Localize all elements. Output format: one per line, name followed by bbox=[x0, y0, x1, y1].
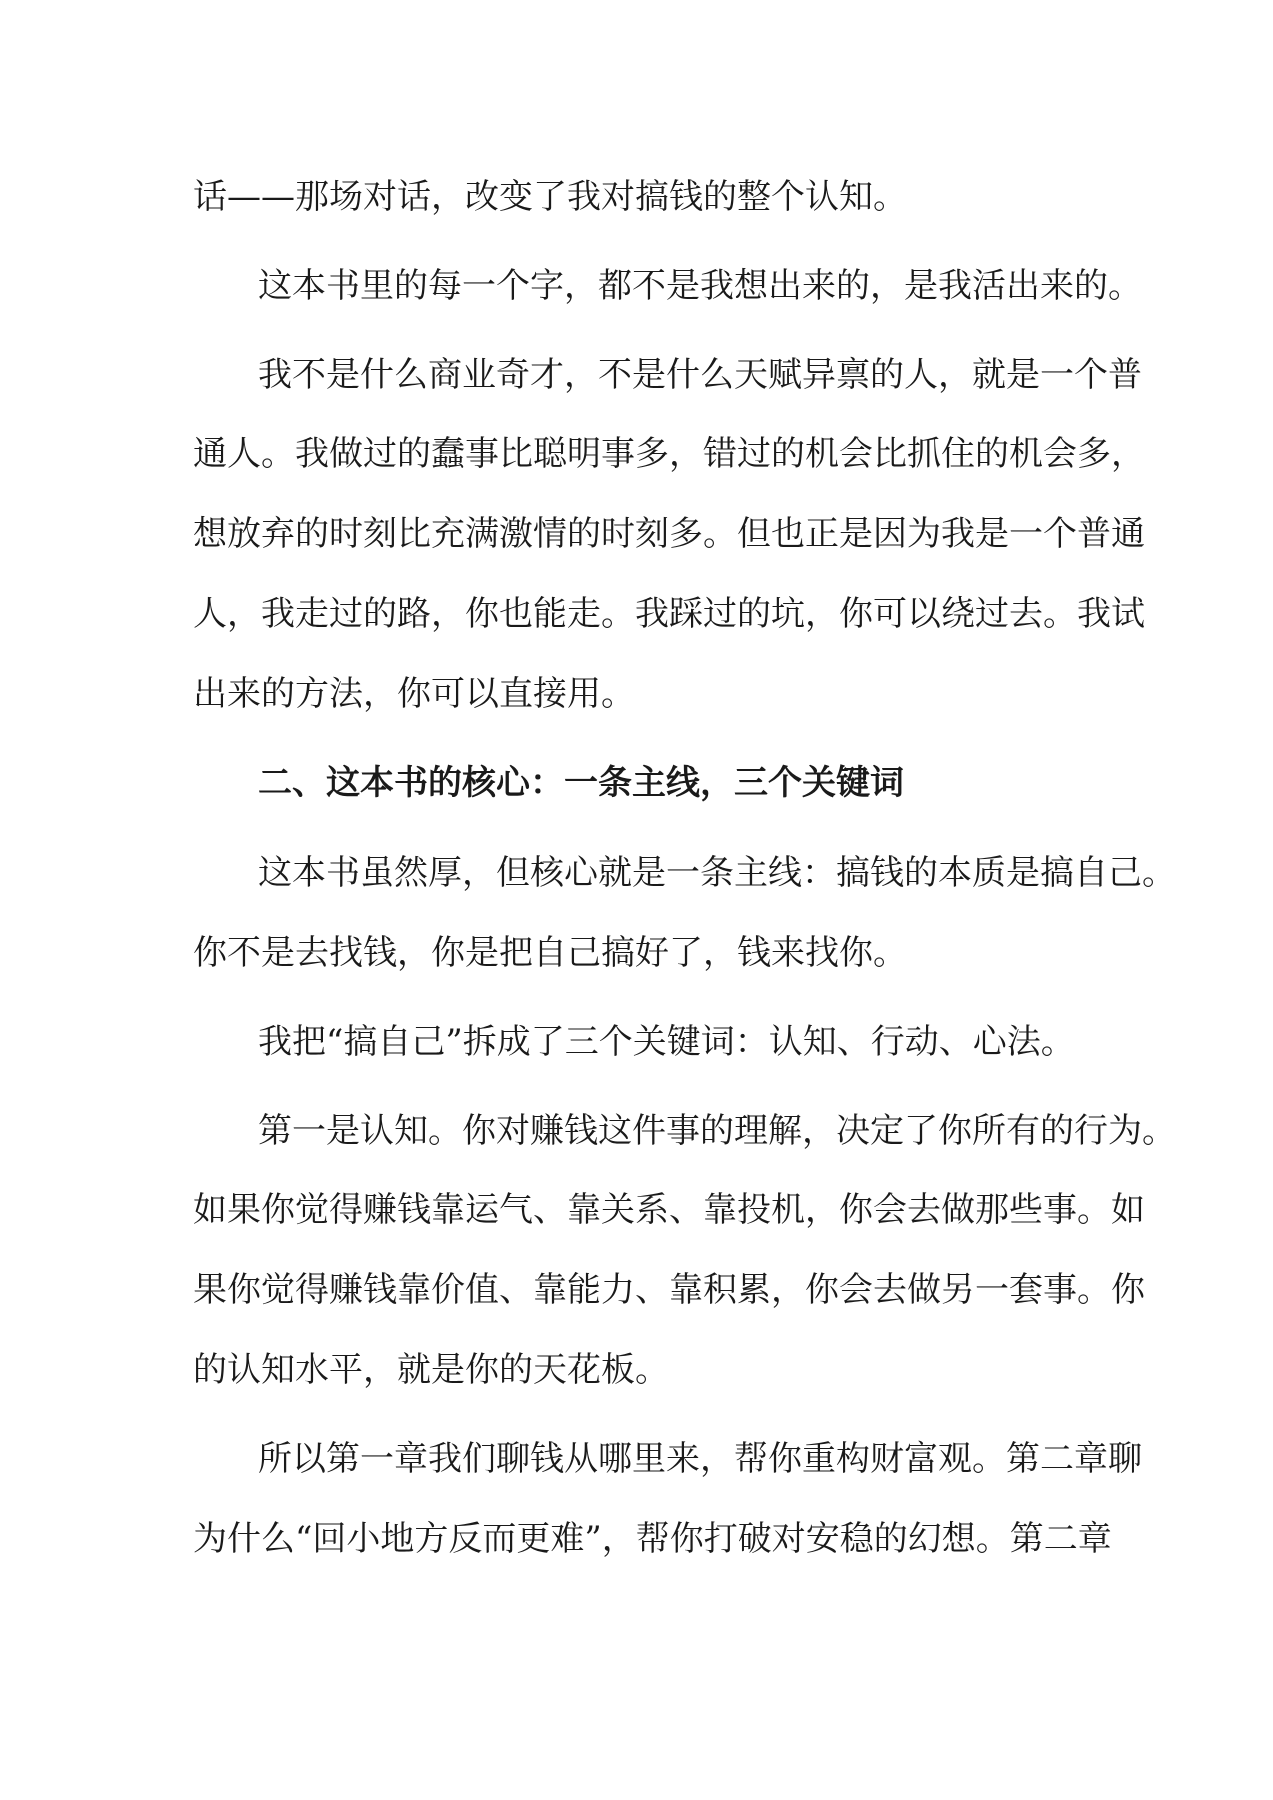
paragraph-line: 果你觉得赚钱靠价值、靠能力、靠积累，你会去做另一套事。你 bbox=[193, 1270, 1145, 1310]
paragraph-line: 的认知水平，就是你的天花板。 bbox=[193, 1350, 669, 1390]
paragraph-line: 我把“搞自己”拆成了三个关键词：认知、行动、心法。 bbox=[258, 1022, 1075, 1062]
paragraph-line: 我不是什么商业奇才，不是什么天赋异禀的人，就是一个普 bbox=[258, 355, 1142, 395]
paragraph-line: 如果你觉得赚钱靠运气、靠关系、靠投机，你会去做那些事。如 bbox=[193, 1190, 1145, 1230]
paragraph-line: 你不是去找钱，你是把自己搞好了，钱来找你。 bbox=[193, 933, 907, 973]
paragraph-line: 这本书虽然厚，但核心就是一条主线：搞钱的本质是搞自己。 bbox=[258, 853, 1176, 893]
paragraph-line: 话——那场对话，改变了我对搞钱的整个认知。 bbox=[193, 177, 907, 217]
paragraph-line: 出来的方法，你可以直接用。 bbox=[193, 674, 635, 714]
section-heading: 二、这本书的核心：一条主线，三个关键词 bbox=[258, 763, 904, 803]
paragraph-line: 人，我走过的路，你也能走。我踩过的坑，你可以绕过去。我试 bbox=[193, 594, 1145, 634]
paragraph-line: 为什么“回小地方反而更难”，帮你打破对安稳的幻想。第二章 bbox=[193, 1519, 1112, 1559]
paragraph-line: 第一是认知。你对赚钱这件事的理解，决定了你所有的行为。 bbox=[258, 1111, 1176, 1151]
paragraph-line: 想放弃的时刻比充满激情的时刻多。但也正是因为我是一个普通 bbox=[193, 514, 1145, 554]
paragraph-line: 通人。我做过的蠢事比聪明事多，错过的机会比抓住的机会多， bbox=[193, 434, 1145, 474]
paragraph-line: 所以第一章我们聊钱从哪里来，帮你重构财富观。第二章聊 bbox=[258, 1439, 1142, 1479]
paragraph-line: 这本书里的每一个字，都不是我想出来的，是我活出来的。 bbox=[258, 266, 1142, 306]
